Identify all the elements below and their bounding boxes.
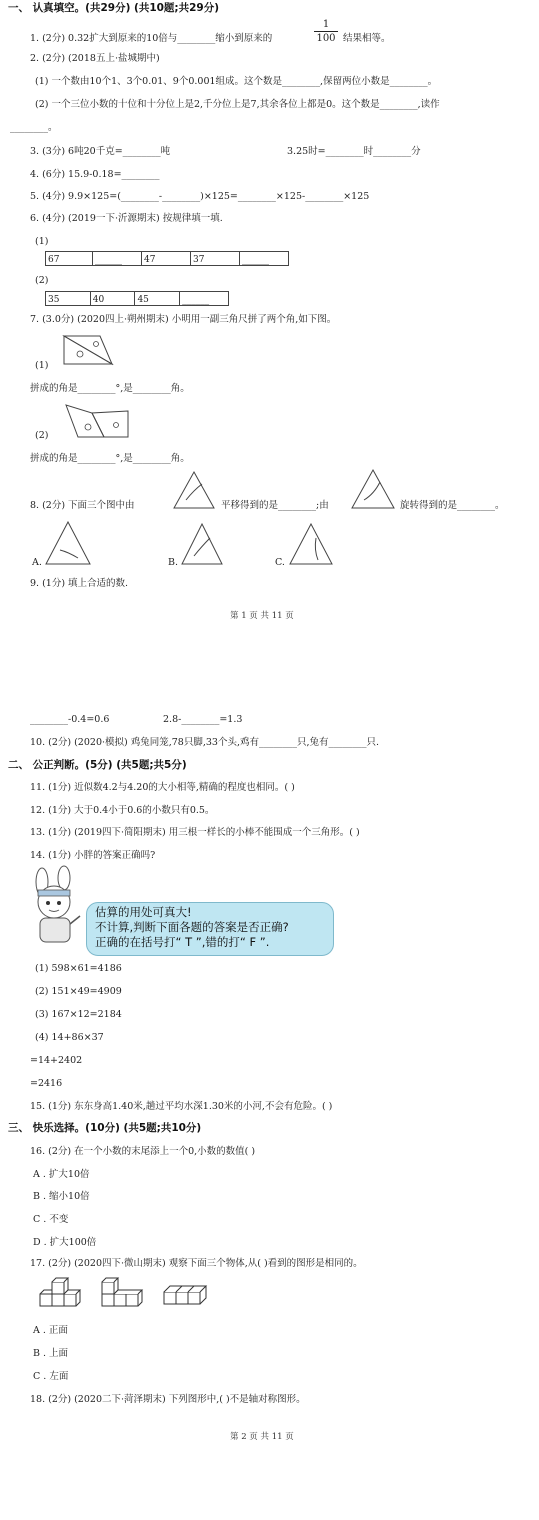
q1-fraction-denominator: 100 (316, 33, 336, 44)
q17-cube-figure-1 (38, 1278, 86, 1308)
q13-text: 13. (1分) (2019四下·简阳期末) 用三根一样长的小棒不能围成一个三角形。( ) (30, 827, 360, 838)
q8-text-b: 平移得到的是________;由 (221, 500, 329, 511)
q8-text-a: 8. (2分) 下面三个图中由 (30, 500, 135, 511)
q17-cube-figure-3 (162, 1284, 210, 1308)
bubble-line-3: 正确的在括号打“ T ”,错的打“ F ”. (95, 935, 270, 949)
sequence-cell: 40 (90, 292, 135, 306)
q7-triangle-figure-2 (64, 403, 130, 439)
section1-title: 一、 认真填空。(共29分) (共10题;共29分) (8, 2, 220, 14)
q16-option-c[interactable]: C . 不变 (33, 1214, 69, 1225)
q1-text-a: 1. (2分) 0.32扩大到原来的10倍与________缩小到原来的 (30, 33, 273, 44)
page1-footer: 第 1 页 共 11 页 (230, 611, 294, 621)
q7-text: 7. (3.0分) (2020四上·朔州期末) 小明用一副三角尺拼了两个角,如下图。 (30, 314, 337, 325)
q14-part4: (4) 14+86×37 (35, 1032, 104, 1043)
q18-text: 18. (2分) (2020二下·菏泽期末) 下列图形中,( )不是轴对称图形。 (30, 1394, 306, 1405)
q17-option-a[interactable]: A . 正面 (33, 1325, 68, 1336)
q3-text-b: 3.25时=________时________分 (287, 146, 421, 157)
q9-blank-b: 2.8-________=1.3 (163, 714, 243, 725)
q1-fraction (314, 19, 338, 44)
q12-text: 12. (1分) 大于0.4小于0.6的小数只有0.5。 (30, 805, 215, 816)
q11-text: 11. (1分) 近似数4.2与4.20的大小相等,精确的程度也相同。( ) (30, 782, 295, 793)
sequence-cell: 45 (135, 292, 180, 306)
q16-text: 16. (2分) 在一个小数的末尾添上一个0,小数的数值( ) (30, 1146, 256, 1157)
q16-option-b[interactable]: B . 缩小10倍 (33, 1191, 90, 1202)
q16-option-d[interactable]: D . 扩大100倍 (33, 1237, 97, 1248)
q8-reference-triangle-1 (172, 470, 216, 510)
q17-cube-figure-2 (100, 1278, 150, 1308)
q14-part2: (2) 151×49=4909 (35, 986, 122, 997)
q17-option-c[interactable]: C . 左面 (33, 1371, 69, 1382)
q6-text: 6. (4分) (2019一下·沂源期末) 按规律填一填. (30, 213, 223, 224)
bubble-line-1: 估算的用处可真大! (95, 905, 192, 919)
page2-footer: 第 2 页 共 11 页 (230, 1432, 294, 1442)
q8-option-a-triangle (44, 520, 92, 566)
q2-part2-continued: ________。 (10, 122, 58, 133)
q6-sequence-table-1 (45, 251, 289, 266)
q8-option-c: C. (275, 557, 285, 568)
cartoon-rabbit-illustration (26, 866, 88, 946)
sequence-cell: 37 (191, 252, 240, 266)
q14-text: 14. (1分) 小胖的答案正确吗? (30, 850, 156, 861)
speech-bubble (86, 902, 334, 956)
sequence-cell: ______ (180, 292, 229, 306)
bubble-line-2: 不计算,判断下面各题的答案是否正确? (95, 920, 289, 934)
q3-text-a: 3. (3分) 6吨20千克=________吨 (30, 146, 171, 157)
q1-fraction-numerator: 1 (322, 19, 330, 30)
sequence-cell: 35 (46, 292, 91, 306)
q7-part2-answer: 拼成的角是________°,是________角。 (30, 453, 190, 464)
q17-text: 17. (2分) (2020四下·微山期末) 观察下面三个物体,从( )看到的图形是相同的。 (30, 1258, 363, 1269)
q2-text: 2. (2分) (2018五上·盐城期中) (30, 53, 160, 64)
sequence-cell: ______ (240, 252, 289, 266)
q10-text: 10. (2分) (2020·模拟) 鸡兔同笼,78只脚,33个头,鸡有________只,兔有________只. (30, 737, 380, 748)
q14-part3: (3) 167×12=2184 (35, 1009, 122, 1020)
q9-blank-a: ________-0.4=0.6 (30, 714, 110, 725)
q14-part4-step1: =14+2402 (30, 1055, 83, 1066)
q7-triangle-figure-1 (62, 334, 114, 366)
q15-text: 15. (1分) 东东身高1.40米,趟过平均水深1.30米的小河,不会有危险。( ) (30, 1101, 333, 1112)
q8-reference-triangle-2 (350, 468, 396, 510)
q7-part2-label: (2) (35, 430, 49, 441)
q8-option-b: B. (168, 557, 179, 568)
q7-part1-answer: 拼成的角是________°,是________角。 (30, 383, 190, 394)
q4-text: 4. (6分) 15.9-0.18=________ (30, 169, 160, 180)
q2-part1: (1) 一个数由10个1、3个0.01、9个0.001组成。这个数是________,保留两位小数是________。 (35, 76, 438, 87)
q7-part1-label: (1) (35, 360, 49, 371)
q8-option-b-triangle (180, 522, 224, 566)
q6-sequence-table-2 (45, 291, 229, 306)
q8-option-c-triangle (288, 522, 334, 566)
q5-text: 5. (4分) 9.9×125=(________-________)×125=________×125-________×125 (30, 191, 370, 202)
q6-part2-label: (2) (35, 275, 49, 286)
sequence-cell: 67 (46, 252, 93, 266)
section3-title: 三、 快乐选择。(10分) (共5题;共10分) (8, 1122, 202, 1134)
q14-part1: (1) 598×61=4186 (35, 963, 122, 974)
q9-text: 9. (1分) 填上合适的数. (30, 578, 129, 589)
q8-text-c: 旋转得到的是________。 (400, 500, 505, 511)
q17-option-b[interactable]: B . 上面 (33, 1348, 69, 1359)
sequence-cell: 47 (142, 252, 191, 266)
q2-part2: (2) 一个三位小数的十位和十分位上是2,千分位上是7,其余各位上都是0。这个数是________,读作 (35, 99, 440, 110)
q6-part1-label: (1) (35, 236, 49, 247)
q1-fraction-bar (314, 31, 338, 32)
section2-title: 二、 公正判断。(5分) (共5题;共5分) (8, 759, 187, 771)
q1-text-b: 结果相等。 (343, 33, 391, 44)
q8-option-a: A. (32, 557, 42, 568)
q16-option-a[interactable]: A . 扩大10倍 (33, 1169, 90, 1180)
q14-part4-step2: =2416 (30, 1078, 63, 1089)
sequence-cell: ______ (93, 252, 142, 266)
